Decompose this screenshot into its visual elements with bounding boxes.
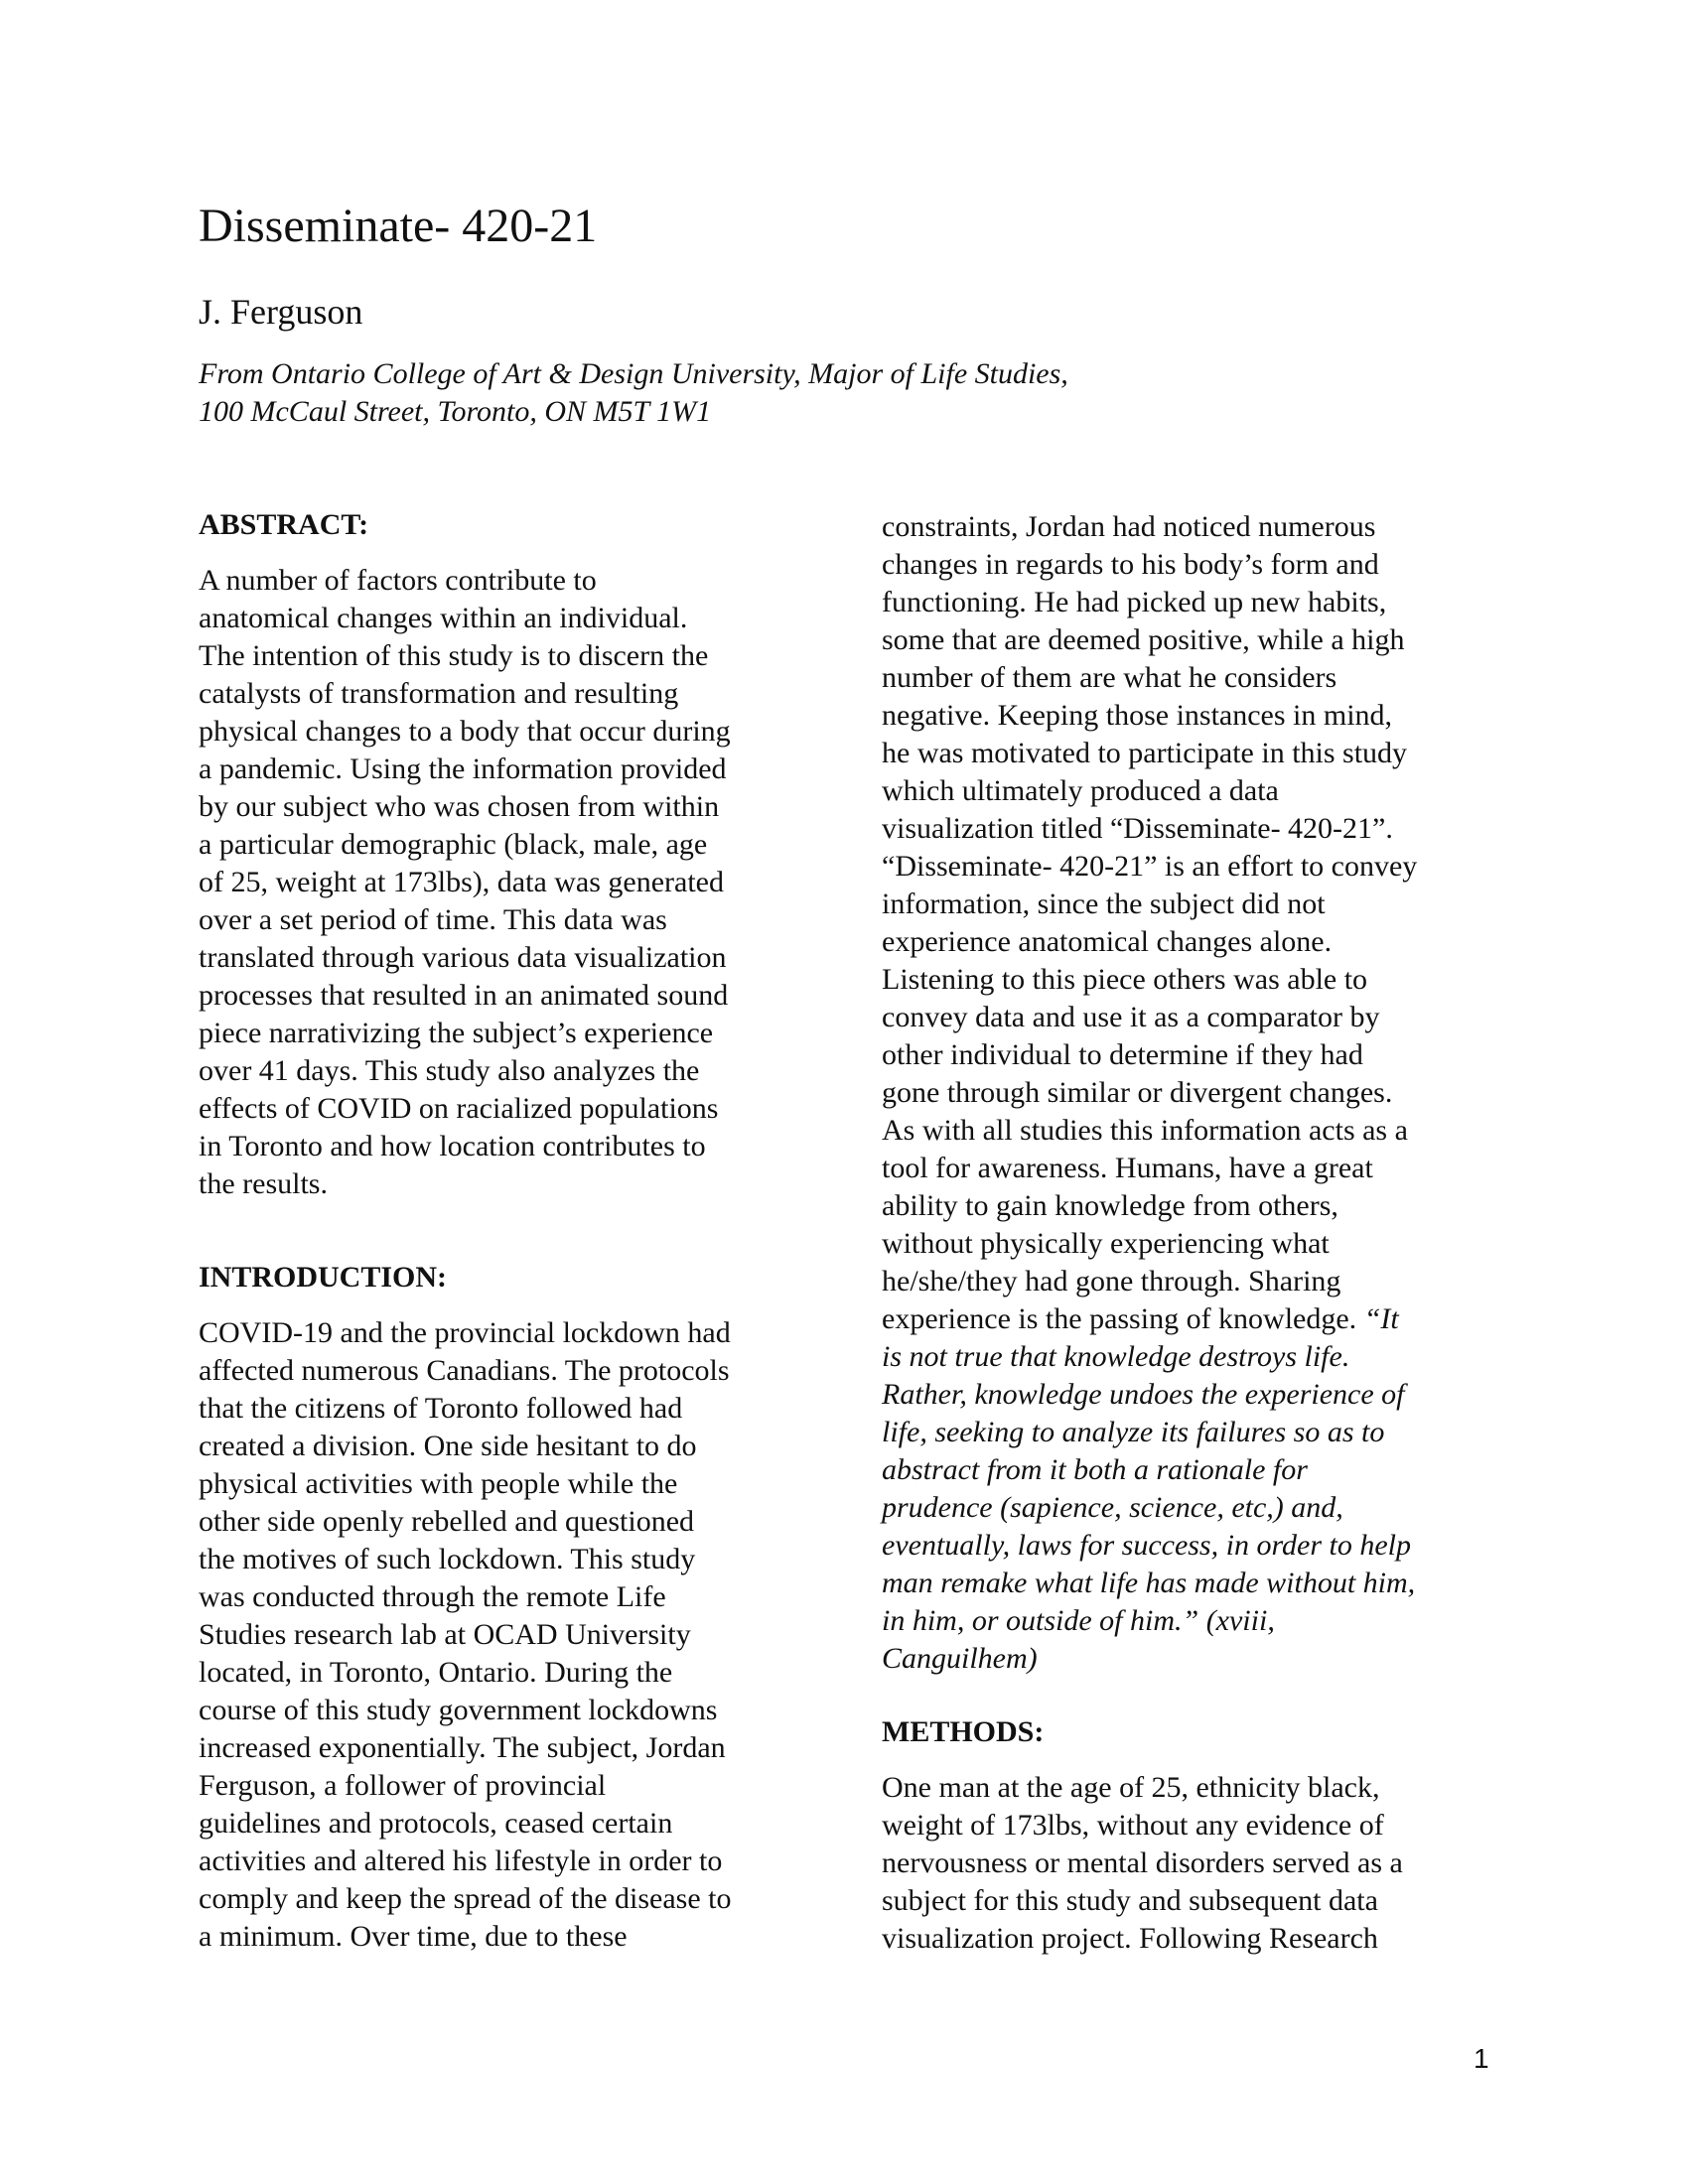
introduction-line: located, in Toronto, Ontario. During the bbox=[199, 1656, 673, 1689]
quote-line: prudence (sapience, science, etc,) and, bbox=[882, 1491, 1343, 1524]
introduction-line: increased exponentially. The subject, Jordan bbox=[199, 1731, 726, 1764]
paper-title: Disseminate- 420-21 bbox=[199, 200, 598, 252]
abstract-line: effects of COVID on racialized populations bbox=[199, 1092, 719, 1125]
abstract-line: in Toronto and how location contributes to bbox=[199, 1130, 706, 1162]
quote-line: is not true that knowledge destroys life. bbox=[882, 1340, 1350, 1373]
abstract-line: the results. bbox=[199, 1167, 328, 1200]
introduction-line: Studies research lab at OCAD University bbox=[199, 1618, 691, 1651]
methods-heading: METHODS: bbox=[882, 1715, 1045, 1748]
methods-line: subject for this study and subsequent data bbox=[882, 1884, 1378, 1917]
quote-line: man remake what life has made without him, bbox=[882, 1567, 1416, 1599]
introduction-line: created a division. One side hesitant to do bbox=[199, 1430, 697, 1462]
introduction-body-continued bbox=[882, 508, 1477, 1300]
methods-line: nervousness or mental disorders served as a bbox=[882, 1846, 1403, 1879]
introduction-body bbox=[199, 1314, 794, 1956]
introduction-line: comply and keep the spread of the disease to bbox=[199, 1882, 732, 1915]
introduction-line: some that are deemed positive, while a high bbox=[882, 623, 1405, 656]
introduction-line: which ultimately produced a data bbox=[882, 774, 1279, 807]
introduction-heading: INTRODUCTION: bbox=[199, 1261, 448, 1294]
introduction-line: functioning. He had picked up new habits, bbox=[882, 586, 1387, 618]
introduction-line: affected numerous Canadians. The protocols bbox=[199, 1354, 730, 1387]
quote-line: Rather, knowledge undoes the experience of bbox=[882, 1378, 1405, 1411]
quote-open: “It bbox=[1363, 1302, 1399, 1335]
quote-lead-line bbox=[882, 1300, 1477, 1338]
author-name: J. Ferguson bbox=[199, 292, 363, 332]
introduction-line: experience anatomical changes alone. bbox=[882, 925, 1333, 958]
introduction-line: without physically experiencing what bbox=[882, 1227, 1330, 1260]
introduction-line: that the citizens of Toronto followed had bbox=[199, 1392, 683, 1425]
abstract-line: A number of factors contribute to bbox=[199, 564, 597, 597]
abstract-line: a pandemic. Using the information provided bbox=[199, 752, 727, 785]
introduction-line: other side openly rebelled and questioned bbox=[199, 1505, 695, 1538]
abstract-line: by our subject who was chosen from within bbox=[199, 790, 720, 823]
abstract-line: anatomical changes within an individual. bbox=[199, 602, 688, 634]
abstract-line: catalysts of transformation and resulting bbox=[199, 677, 679, 710]
abstract-line: of 25, weight at 173lbs), data was generated bbox=[199, 866, 724, 898]
page-number: 1 bbox=[1474, 2043, 1489, 2074]
abstract-body bbox=[199, 562, 794, 1203]
introduction-line: activities and altered his lifestyle in order to bbox=[199, 1844, 723, 1877]
introduction-line: “Disseminate- 420-21” is an effort to convey bbox=[882, 850, 1418, 883]
author-affiliation bbox=[199, 355, 1068, 431]
introduction-line: guidelines and protocols, ceased certain bbox=[199, 1807, 673, 1840]
quote-line: in him, or outside of him.” (xviii, bbox=[882, 1604, 1275, 1637]
introduction-line: course of this study government lockdowns bbox=[199, 1694, 718, 1726]
methods-body bbox=[882, 1769, 1477, 1958]
affiliation-line: From Ontario College of Art & Design University, Major of Life Studies, bbox=[199, 357, 1068, 390]
methods-line: weight of 173lbs, without any evidence of bbox=[882, 1809, 1384, 1842]
introduction-line: he was motivated to participate in this study bbox=[882, 737, 1408, 769]
abstract-line: over 41 days. This study also analyzes the bbox=[199, 1054, 700, 1087]
left-column bbox=[199, 506, 794, 1956]
introduction-line: changes in regards to his body’s form and bbox=[882, 548, 1379, 581]
right-column bbox=[882, 508, 1477, 1958]
introduction-line: negative. Keeping those instances in mind, bbox=[882, 699, 1393, 732]
quote-line: abstract from it both a rationale for bbox=[882, 1453, 1308, 1486]
introduction-line: convey data and use it as a comparator by bbox=[882, 1001, 1380, 1033]
introduction-line: other individual to determine if they had bbox=[882, 1038, 1363, 1071]
abstract-line: physical changes to a body that occur during bbox=[199, 715, 731, 748]
introduction-line: Listening to this piece others was able to bbox=[882, 963, 1368, 996]
introduction-line: a minimum. Over time, due to these bbox=[199, 1920, 628, 1953]
quote-lead-text: experience is the passing of knowledge. bbox=[882, 1302, 1364, 1335]
quote-line: Canguilhem) bbox=[882, 1642, 1038, 1675]
introduction-line: COVID-19 and the provincial lockdown had bbox=[199, 1316, 731, 1349]
introduction-line: tool for awareness. Humans, have a great bbox=[882, 1152, 1373, 1184]
abstract-line: a particular demographic (black, male, age bbox=[199, 828, 708, 861]
introduction-line: As with all studies this information acts as a bbox=[882, 1114, 1408, 1147]
abstract-heading: ABSTRACT: bbox=[199, 508, 369, 541]
abstract-line: translated through various data visualization bbox=[199, 941, 727, 974]
introduction-line: number of them are what he considers bbox=[882, 661, 1337, 694]
abstract-line: processes that resulted in an animated sound bbox=[199, 979, 729, 1012]
introduction-line: ability to gain knowledge from others, bbox=[882, 1189, 1338, 1222]
quote-line: eventually, laws for success, in order to help bbox=[882, 1529, 1411, 1562]
introduction-line: was conducted through the remote Life bbox=[199, 1580, 666, 1613]
introduction-line: constraints, Jordan had noticed numerous bbox=[882, 510, 1376, 543]
introduction-line: visualization titled “Disseminate- 420-21”. bbox=[882, 812, 1393, 845]
introduction-line: he/she/they had gone through. Sharing bbox=[882, 1265, 1341, 1297]
abstract-line: The intention of this study is to discern the bbox=[199, 639, 709, 672]
introduction-line: physical activities with people while the bbox=[199, 1467, 678, 1500]
abstract-line: over a set period of time. This data was bbox=[199, 903, 667, 936]
introduction-quote-paragraph bbox=[882, 1300, 1477, 1678]
affiliation-line: 100 McCaul Street, Toronto, ON M5T 1W1 bbox=[199, 395, 712, 428]
canguilhem-quote bbox=[882, 1338, 1477, 1678]
quote-line: life, seeking to analyze its failures so as to bbox=[882, 1416, 1385, 1448]
introduction-line: the motives of such lockdown. This study bbox=[199, 1543, 696, 1575]
introduction-line: information, since the subject did not bbox=[882, 887, 1326, 920]
introduction-line: gone through similar or divergent changes. bbox=[882, 1076, 1393, 1109]
methods-line: One man at the age of 25, ethnicity black, bbox=[882, 1771, 1380, 1804]
abstract-line: piece narrativizing the subject’s experience bbox=[199, 1017, 714, 1049]
methods-line: visualization project. Following Research bbox=[882, 1922, 1378, 1955]
introduction-line: Ferguson, a follower of provincial bbox=[199, 1769, 607, 1802]
